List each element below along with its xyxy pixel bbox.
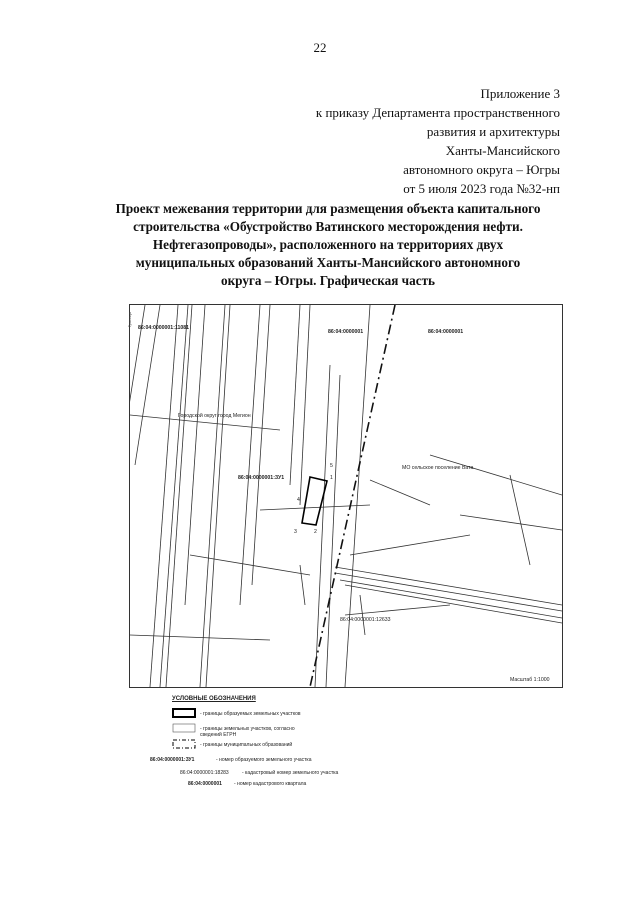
cadastral-map [129, 304, 563, 688]
legend-item: - границы муниципальных образований [200, 742, 293, 748]
appendix-line: от 5 июля 2023 года №32-нп [403, 181, 560, 196]
point-label: 3 [294, 529, 297, 535]
map-label-quarter-top-left: 86:04:0000001:11081 [138, 325, 190, 331]
point-label: 4 [297, 497, 300, 503]
page-number: 22 [313, 40, 327, 55]
point-label: 2 [314, 529, 317, 535]
legend-sample-parcel: 86:04:0000001:ЗУ1 [150, 757, 195, 763]
title-line: округа – Югры. Графическая часть [220, 273, 436, 288]
legend-item: - кадастровый номер земельного участка [242, 770, 339, 776]
map-label-scale: Масштаб 1:1000 [510, 677, 550, 683]
appendix-line: развития и архитектуры [426, 124, 560, 139]
map-label-parcel-id: 86:04:0000001:ЗУ1 [238, 475, 285, 481]
title-line: муниципальных образований Ханты-Мансийского автономного [135, 255, 521, 270]
legend-municipal-symbol [172, 739, 196, 749]
map-label-city-district: Городской округ город Мегион [178, 413, 251, 419]
legend-egrn-symbol [172, 723, 196, 733]
title-line: Проект межевания территории для размещения объекта капитального [115, 201, 541, 216]
map-label-cadastral: 86:04:0000001:12633 [340, 617, 391, 623]
map-drawing [130, 305, 562, 687]
side-note: Граница [127, 312, 132, 328]
legend-title: УСЛОВНЫЕ ОБОЗНАЧЕНИЯ [172, 696, 256, 702]
appendix-line: Приложение 3 [480, 86, 560, 101]
title-line: Нефтегазопроводы», расположенного на территориях двух [152, 237, 504, 252]
point-label: 1 [330, 475, 333, 481]
legend-item: - номер кадастрового квартала [234, 781, 307, 787]
legend-item: - номер образуемого земельного участка [216, 757, 312, 763]
map-label-rural-settlement: МО сельское поселение Вата [402, 465, 474, 471]
legend-item: - границы земельных участков, согласно сведений ЕГРН [200, 726, 295, 738]
legend-sample-quarter: 86:04:0000001 [188, 781, 222, 787]
title-line: строительства «Обустройство Ватинского месторождения нефти. [133, 219, 523, 234]
legend-parcel-symbol [172, 708, 196, 718]
appendix-header [230, 84, 560, 198]
appendix-line: автономного округа – Югры [403, 162, 560, 177]
point-label: 5 [330, 463, 333, 469]
legend-item: - границы образуемых земельных участков [200, 711, 301, 717]
legend-sample-cadastral: 86:04:0000001:18283 [180, 770, 229, 776]
appendix-line: Ханты-Мансийского [445, 143, 560, 158]
map-label-quarter-center: 86:04:0000001 [328, 329, 364, 335]
map-label-quarter-right: 86:04:0000001 [428, 329, 464, 335]
document-title [88, 200, 568, 290]
appendix-line: к приказу Департамента пространственного [315, 105, 560, 120]
